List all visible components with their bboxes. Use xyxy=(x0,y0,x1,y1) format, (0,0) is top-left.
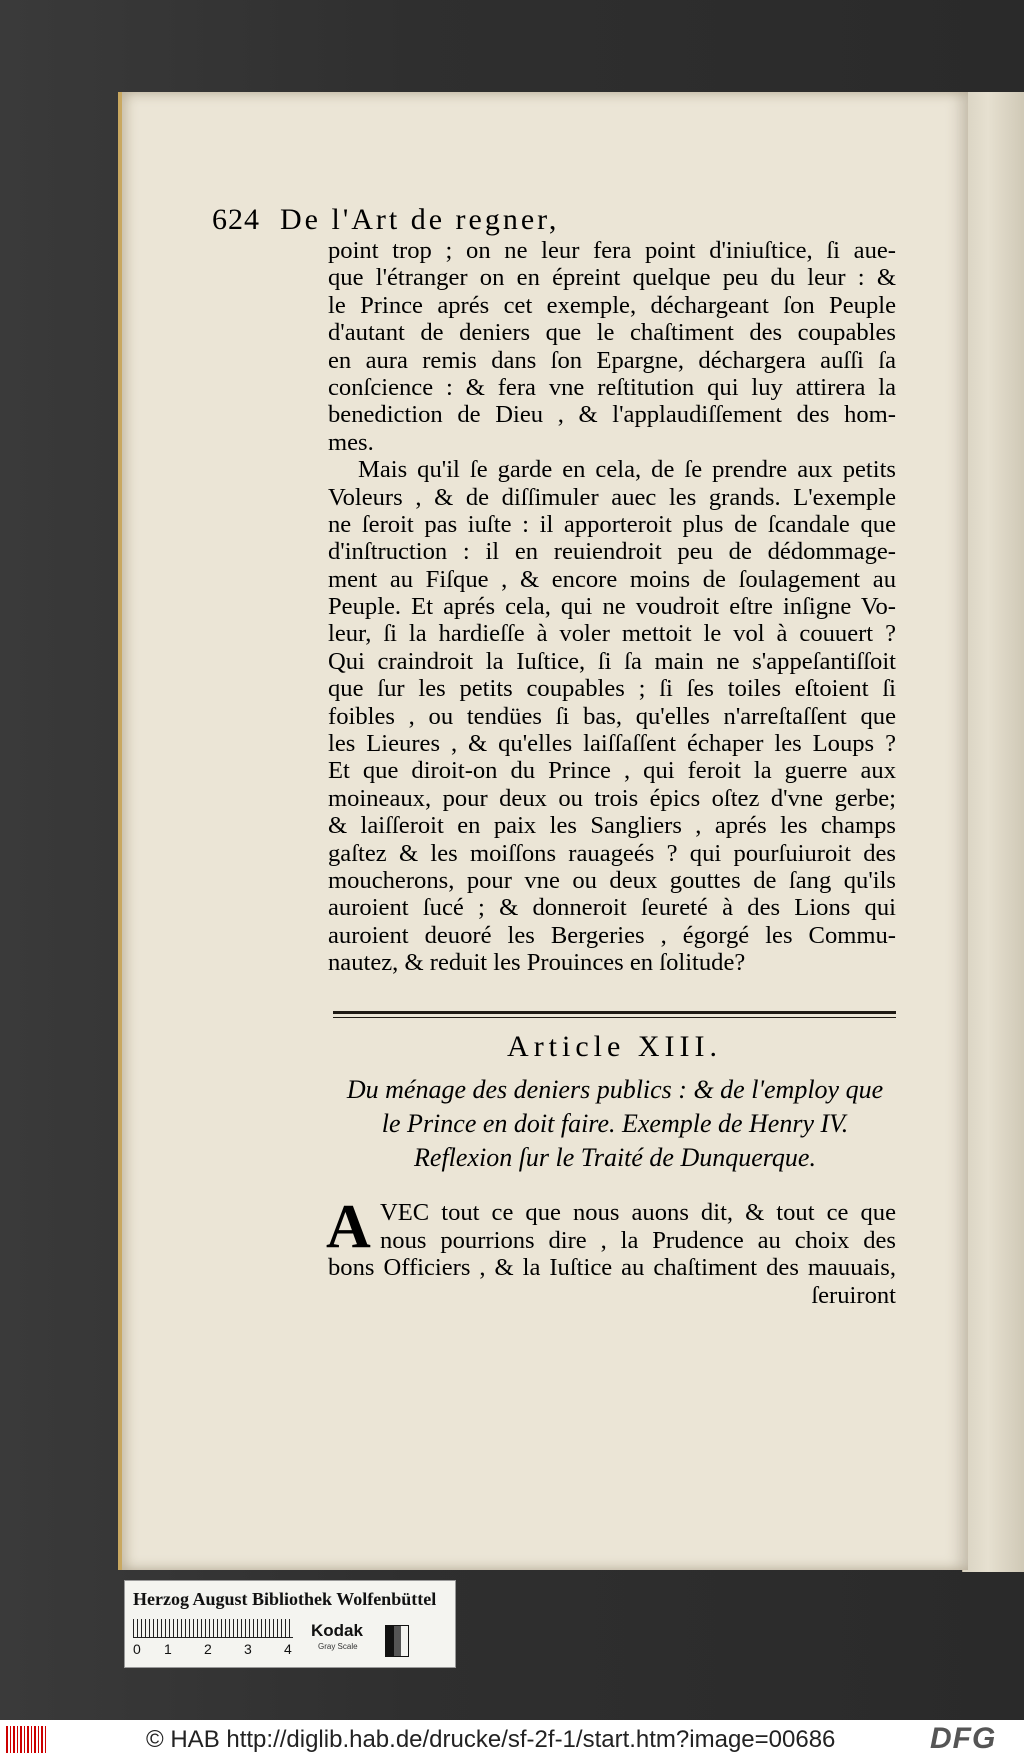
ruler-number: 0 xyxy=(133,1641,141,1657)
ruler-number: 3 xyxy=(244,1641,252,1657)
text-line: moucherons, pour vne ou deux gouttes de ſang qu'ils xyxy=(328,866,896,894)
text-line: en aura remis dans ſon Epargne, déchargera auſſi ſa xyxy=(328,346,896,374)
text-line: Mais qu'il ſe garde en cela, de ſe prendre aux petits xyxy=(358,456,896,484)
text-line: nautez, & reduit les Prouinces en ſolitude? xyxy=(328,949,746,977)
gray-scale-swatch xyxy=(385,1625,409,1657)
text-line: Et que diroit-on du Prince , qui feroit la guerre aux xyxy=(328,757,896,785)
subtitle-line: Du ménage des deniers publics : & de l'employ que xyxy=(346,1075,884,1104)
text-line: VEC tout ce que nous auons dit, & tout ce que xyxy=(380,1199,896,1226)
subtitle-line: Reflexion ſur le Traité de Dunquerque. xyxy=(414,1143,816,1172)
text-line: que l'étranger on en épreint quelque peu du leur : & xyxy=(328,264,896,292)
adjacent-page-edge xyxy=(962,92,1024,1572)
text-line: bons Officiers , & la Iuſtice au chaſtiment des mauuais, xyxy=(328,1254,896,1282)
text-line: benediction de Dieu , & l'applaudiſſement des hom- xyxy=(328,401,896,429)
subtitle-line: le Prince en doit faire. Exemple de Henry IV. xyxy=(381,1109,849,1138)
catchword: ſeruiront xyxy=(811,1281,896,1309)
kodak-brand: Kodak xyxy=(311,1621,363,1640)
section-rule xyxy=(333,1011,896,1014)
gray-scale-label: Gray Scale xyxy=(318,1642,358,1651)
dfg-logo: DFG xyxy=(930,1722,997,1755)
footer-bar xyxy=(0,1720,1024,1759)
article-opening-text xyxy=(328,1199,896,1309)
text-line: moineaux, pour deux ou trois épics oſtez d'vne gerbe; xyxy=(328,784,896,812)
ruler-number: 2 xyxy=(204,1641,212,1657)
running-title: De l'Art de regner, xyxy=(280,203,560,236)
text-line: ne ſeroit pas iuſte : il apporteroit plus de ſcandale que xyxy=(328,510,896,538)
hab-logo-icon xyxy=(6,1726,46,1753)
page-number: 624 xyxy=(212,203,260,236)
text-line: gaſtez & les moiſſons rauageés ? qui pourſuiuroit des xyxy=(328,839,896,867)
text-line: d'autant de deniers que le chaſtiment des coupables xyxy=(328,319,896,347)
text-line: Peuple. Et aprés cela, qui ne voudroit eſtre inſigne Vo- xyxy=(328,593,896,621)
text-line: mes. xyxy=(328,428,374,456)
text-line: d'inſtruction : il en reuiendroit peu de dédommage- xyxy=(328,538,896,566)
ruler-scale xyxy=(133,1619,293,1638)
text-line: Voleurs , & de diſſimuler auec les grands. L'exemple xyxy=(328,483,896,511)
text-line: auroient ſucé ; & donneroit ſeureté à des Lions qui xyxy=(328,894,896,922)
text-line: ment au Fiſque , & encore moins de ſoulagement au xyxy=(328,565,896,593)
ruler-number: 1 xyxy=(164,1641,172,1657)
text-line: que ſur les petits coupables ; ſi ſes toiles eſtoient ſi xyxy=(328,675,896,703)
text-line: leur, ſi la hardieſſe à voler mettoit le vol à couuert ? xyxy=(328,620,896,648)
ruler-number: 4 xyxy=(284,1641,292,1657)
text-line: conſcience : & fera vne reſtitution qui luy attirera la xyxy=(328,373,896,401)
text-line: point trop ; on ne leur fera point d'iniuſtice, ſi aue- xyxy=(328,237,896,264)
text-line: foibles , ou tendües ſi bas, qu'elles n'arreſtaſſent que xyxy=(328,702,896,730)
article-heading: Article XIII. xyxy=(507,1030,722,1063)
main-text xyxy=(328,237,896,977)
text-line: Qui craindroit la Iuſtice, ſi ſa main ne s'appeſantiſſoit xyxy=(328,647,896,675)
text-line: les Lieures , & qu'elles laiſſaſſent échaper les Loups ? xyxy=(328,730,896,758)
library-name: Herzog August Bibliothek Wolfenbüttel xyxy=(133,1589,437,1609)
text-line: le Prince aprés cet exemple, déchargeant ſon Peuple xyxy=(328,291,896,319)
library-scale-card xyxy=(124,1580,456,1668)
text-line: nous pourrions dire , la Prudence au choix des xyxy=(380,1226,896,1254)
drop-cap: A xyxy=(326,1193,371,1261)
article-subtitle xyxy=(320,1073,910,1175)
source-link[interactable]: © HAB http://diglib.hab.de/drucke/sf-2f-1/start.htm?image=00686 xyxy=(146,1726,836,1753)
text-line: & laiſſeroit en paix les Sangliers , aprés les champs xyxy=(328,812,896,840)
section-rule-thin xyxy=(333,1017,896,1018)
text-line: auroient deuoré les Bergeries , égorgé les Commu- xyxy=(328,921,896,949)
